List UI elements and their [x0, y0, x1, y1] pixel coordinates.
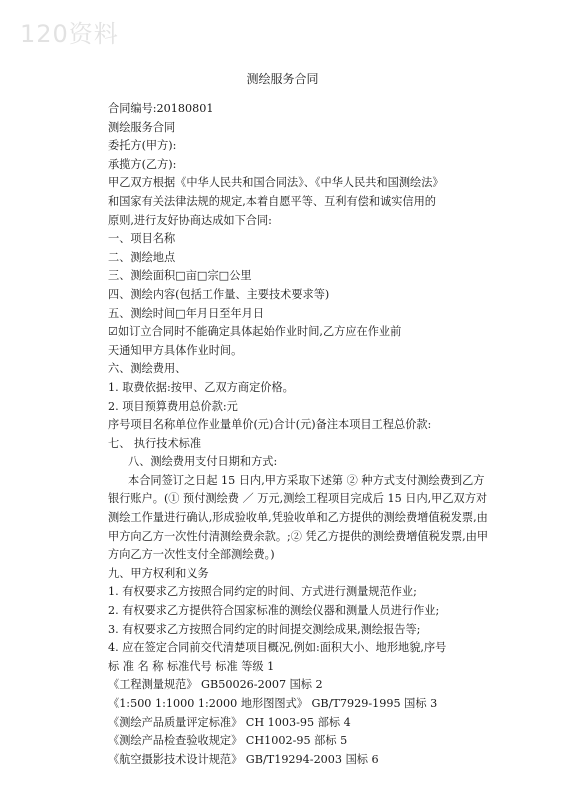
party-a-right-1: 1. 有权要求乙方按照合同约定的时间、方式进行测量规范作业;: [108, 585, 417, 599]
preamble-line-3: 原则,进行友好协商达成如下合同:: [108, 213, 272, 227]
section-1-heading: 一、项目名称: [108, 232, 176, 246]
payment-line-2: 银行账户。(① 预付测绘费 ／ 万元,测绘工程项目完成后 15 日内,甲乙双方对: [108, 492, 488, 506]
section-9-heading: 九、甲方权利和义务: [108, 566, 209, 580]
payment-line-4: 甲方向乙方一次性付清测绘费余款。;② 凭乙方提供的测绘费增值税发票,由甲: [108, 529, 489, 543]
payment-line-3: 测绘工作量进行确认,形成验收单,凭验收单和乙方提供的测绘费增值税发票,由: [108, 511, 488, 525]
document-body: [108, 100, 508, 769]
section-5-heading: 五、测绘时间□年月日至年月日: [108, 306, 265, 320]
standard-row-5: 《航空摄影技术设计规范》 GB/T19294-2003 国标 6: [108, 752, 379, 766]
preamble-line-1: 甲乙双方根据《中华人民共和国合同法》、《中华人民共和国测绘法》: [108, 176, 444, 190]
section-5-note-1: ☑如订立合同时不能确定具体起始作业时间,乙方应在作业前: [108, 325, 402, 339]
contract-name-line: 测绘服务合同: [108, 120, 176, 134]
party-a-line: 委托方(甲方):: [108, 139, 177, 153]
payment-line-5: 方向乙方一次性支付全部测绘费。): [108, 548, 275, 562]
section-4-heading: 四、测绘内容(包括工作量、主要技术要求等): [108, 287, 330, 301]
party-a-right-4: 4. 应在签定合同前交代清楚项目概况,例如:面积大小、地形地貌,序号: [108, 641, 447, 655]
fee-basis-line: 1. 取费依据:按甲、乙双方商定价格。: [108, 380, 294, 394]
contract-number-line: 合同编号:20180801: [108, 102, 214, 115]
section-5-note-2: 天通知甲方具体作业时间。: [108, 343, 243, 357]
party-a-right-3: 3. 有权要求乙方按照合同约定的时间提交测绘成果,测绘报告等;: [108, 622, 421, 636]
standard-row-1: 《工程测量规范》 GB50026-2007 国标 2: [108, 678, 323, 692]
party-b-line: 承揽方(乙方):: [108, 157, 177, 171]
watermark: 120资料: [20, 20, 119, 48]
payment-line-1: 本合同签订之日起 15 日内,甲方采取下述第 ② 种方式支付测绘费到乙方: [128, 473, 485, 487]
section-6-heading: 六、测绘费用、: [108, 362, 187, 376]
section-2-heading: 二、测绘地点: [108, 250, 176, 264]
section-8-heading: 八、测绘费用支付日期和方式:: [128, 455, 278, 469]
section-3-heading: 三、测绘面积□亩□宗□公里: [108, 269, 252, 283]
budget-line: 2. 项目预算费用总价款:元: [108, 399, 238, 413]
standard-row-4: 《测绘产品检查验收规定》 CH1002-95 部标 5: [108, 734, 348, 748]
standard-row-3: 《测绘产品质量评定标准》 CH 1003-95 部标 4: [108, 715, 351, 729]
party-a-right-2: 2. 有权要求乙方提供符合国家标准的测绘仪器和测量人员进行作业;: [108, 604, 440, 618]
section-7-heading: 七、 执行技术标准: [108, 436, 202, 450]
preamble-line-2: 和国家有关法律法规的规定,本着自愿平等、互利有偿和诚实信用的: [108, 194, 436, 208]
fee-table-header-line: 序号项目名称单位作业量单价(元)合计(元)备注本项目工程总价款:: [108, 418, 432, 432]
standard-row-2: 《1:500 1:1000 1:2000 地形图图式》 GB/T7929-1995 国标 3: [108, 697, 438, 710]
standards-header: 标 准 名 称 标准代号 标准 等级 1: [108, 659, 275, 673]
document-title: 测绘服务合同: [246, 72, 319, 86]
